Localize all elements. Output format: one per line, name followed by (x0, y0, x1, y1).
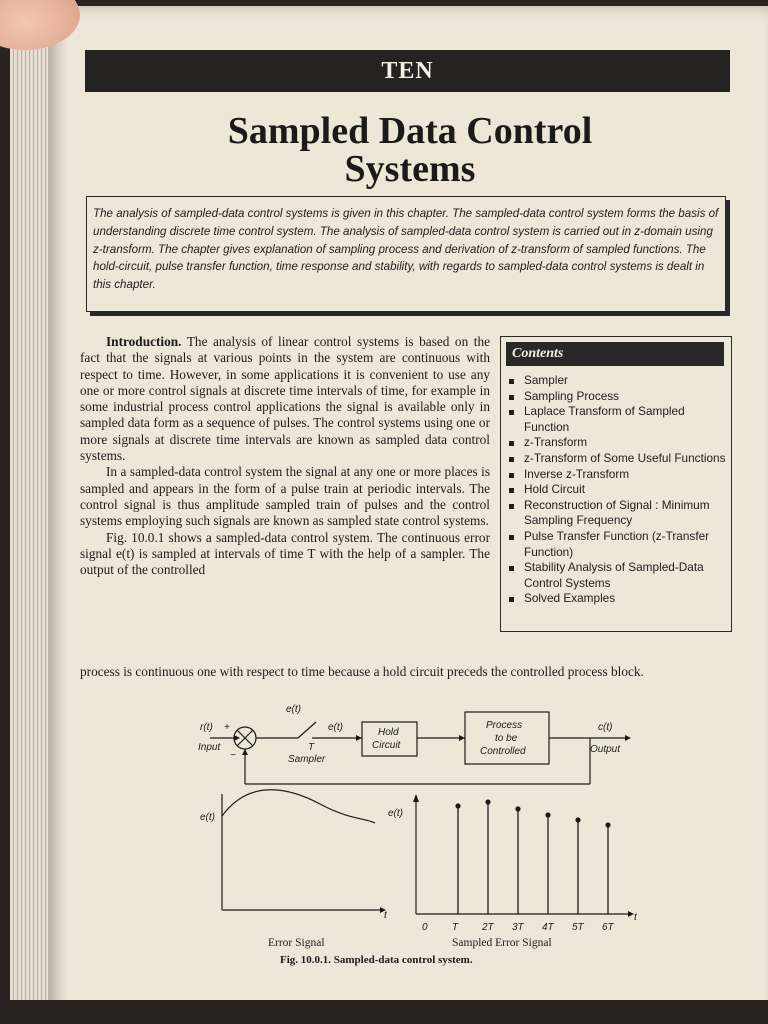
contents-item: Inverse z-Transform (507, 467, 727, 483)
chapter-banner: TEN (85, 50, 730, 92)
sample-dot (485, 799, 490, 804)
error-axis-label: e(t) (200, 812, 215, 823)
sample-dot (545, 812, 550, 817)
hold-text-2: Circuit (372, 740, 401, 751)
contents-item: z-Transform of Some Useful Functions (507, 451, 727, 467)
contents-box (500, 336, 732, 632)
chapter-title (120, 112, 700, 188)
intro-paragraph-2: In a sampled-data control system the signal at any one or more places is sampled and appears in the form of a pulse train at periodic intervals. The control signal is thus amplitude sampled train of pulses and the control systems employing such signals are known as sampled state control systems. (80, 464, 490, 529)
input-label: Input (198, 742, 221, 753)
tick-label: 0 (422, 922, 428, 933)
tick-label: 5T (572, 922, 584, 933)
e-label: e(t) (286, 704, 301, 715)
hold-text-1: Hold (378, 727, 399, 738)
intro-paragraph-1 (80, 334, 490, 464)
tick-label: 3T (512, 922, 524, 933)
contents-heading: Contents (506, 342, 724, 366)
contents-item: Stability Analysis of Sampled-Data Control Systems (507, 560, 727, 591)
chapter-abstract: The analysis of sampled-data control systems is given in this chapter. The sampled-data control system forms the basis of understanding discrete time control system. The analysis of sampled-data control system is carried out in z-domain using z-transform. The chapter gives explanation of sampling process and derivation of z-transform of sampled functions. The hold-circuit, pulse transfer function, time response and stability, with regards to sampled-data control systems is dealt in this chapter. (86, 196, 726, 312)
e-star-label: e(t) (328, 722, 343, 733)
process-text-1: Process (486, 720, 523, 731)
contents-item: Hold Circuit (507, 482, 727, 498)
plus-sign: + (224, 722, 230, 733)
tick-label: 4T (542, 922, 554, 933)
process-text-2: to be (495, 733, 518, 744)
error-signal-caption: Error Signal (268, 937, 325, 949)
figure-caption: Fig. 10.0.1. Sampled-data control system. (280, 954, 473, 966)
minus-sign: − (230, 750, 236, 761)
r-label: r(t) (200, 722, 213, 733)
contents-item: Sampling Process (507, 389, 727, 405)
sampler-switch (298, 722, 316, 738)
contents-item: Solved Examples (507, 591, 727, 607)
error-signal-curve (222, 790, 375, 823)
figure-block-diagram (180, 698, 660, 978)
process-arrowhead (459, 735, 465, 741)
contents-item: Pulse Transfer Function (z-Transfer Function) (507, 529, 727, 560)
sample-dot (455, 803, 460, 808)
hold-arrowhead (356, 735, 362, 741)
tick-label: 2T (482, 922, 494, 933)
feedback-arrowhead (242, 749, 248, 755)
sample-dot (515, 806, 520, 811)
intro-paragraph-3: Fig. 10.0.1 shows a sampled-data control system. The continuous error signal e(t) is sampled at intervals of time T with the help of a sampler. The output of the controlled (80, 529, 490, 578)
sampled-axis-label: e(t) (388, 808, 403, 819)
sampled-error-caption: Sampled Error Signal (452, 937, 552, 949)
bottom-shadow (0, 1000, 768, 1024)
process-text-3: Controlled (480, 746, 526, 757)
contents-item: z-Transform (507, 435, 727, 451)
sample-pulses (455, 799, 610, 914)
title-line-2: Systems (344, 148, 476, 190)
figure-svg (180, 698, 660, 978)
contents-item: Sampler (507, 373, 727, 389)
output-label: Output (590, 744, 621, 755)
input-arrowhead (234, 735, 240, 741)
tick-label: 6T (602, 922, 614, 933)
title-line-1: Sampled Data Control (227, 110, 593, 152)
contents-item: Reconstruction of Signal : Minimum Sampling Frequency (507, 498, 727, 529)
contents-item: Laplace Transform of Sampled Function (507, 404, 727, 435)
intro-paragraph-4: process is continuous one with respect to time because a hold circuit preceds the controlled process block. (80, 664, 644, 679)
sampler-label: Sampler (288, 754, 326, 765)
sample-dot (575, 817, 580, 822)
sampled-t-label: t (634, 912, 637, 923)
intro-text-1: The analysis of linear control systems is based on the fact that the signals at various points in the system are continuous with respect to time. However, in some applications it is convenient to use any one or more control signals at discrete time intervals of time, for example in some industrial process control applications the signal is available only in sampled data form as a sequence of pulses. The control systems using one or more signals at discrete time intervals are known as sampled data control systems. (80, 334, 491, 464)
sampled-tick-labels (422, 922, 615, 933)
contents-list (507, 373, 727, 607)
sampled-y-arrowhead (413, 794, 419, 802)
intro-column (80, 334, 490, 578)
tick-label: T (452, 922, 459, 933)
intro-heading: Introduction. (106, 334, 182, 349)
T-label: T (308, 742, 315, 753)
sample-dot (605, 822, 610, 827)
error-t-label: t (384, 910, 387, 921)
output-arrowhead (625, 735, 631, 741)
c-label: c(t) (598, 722, 613, 733)
